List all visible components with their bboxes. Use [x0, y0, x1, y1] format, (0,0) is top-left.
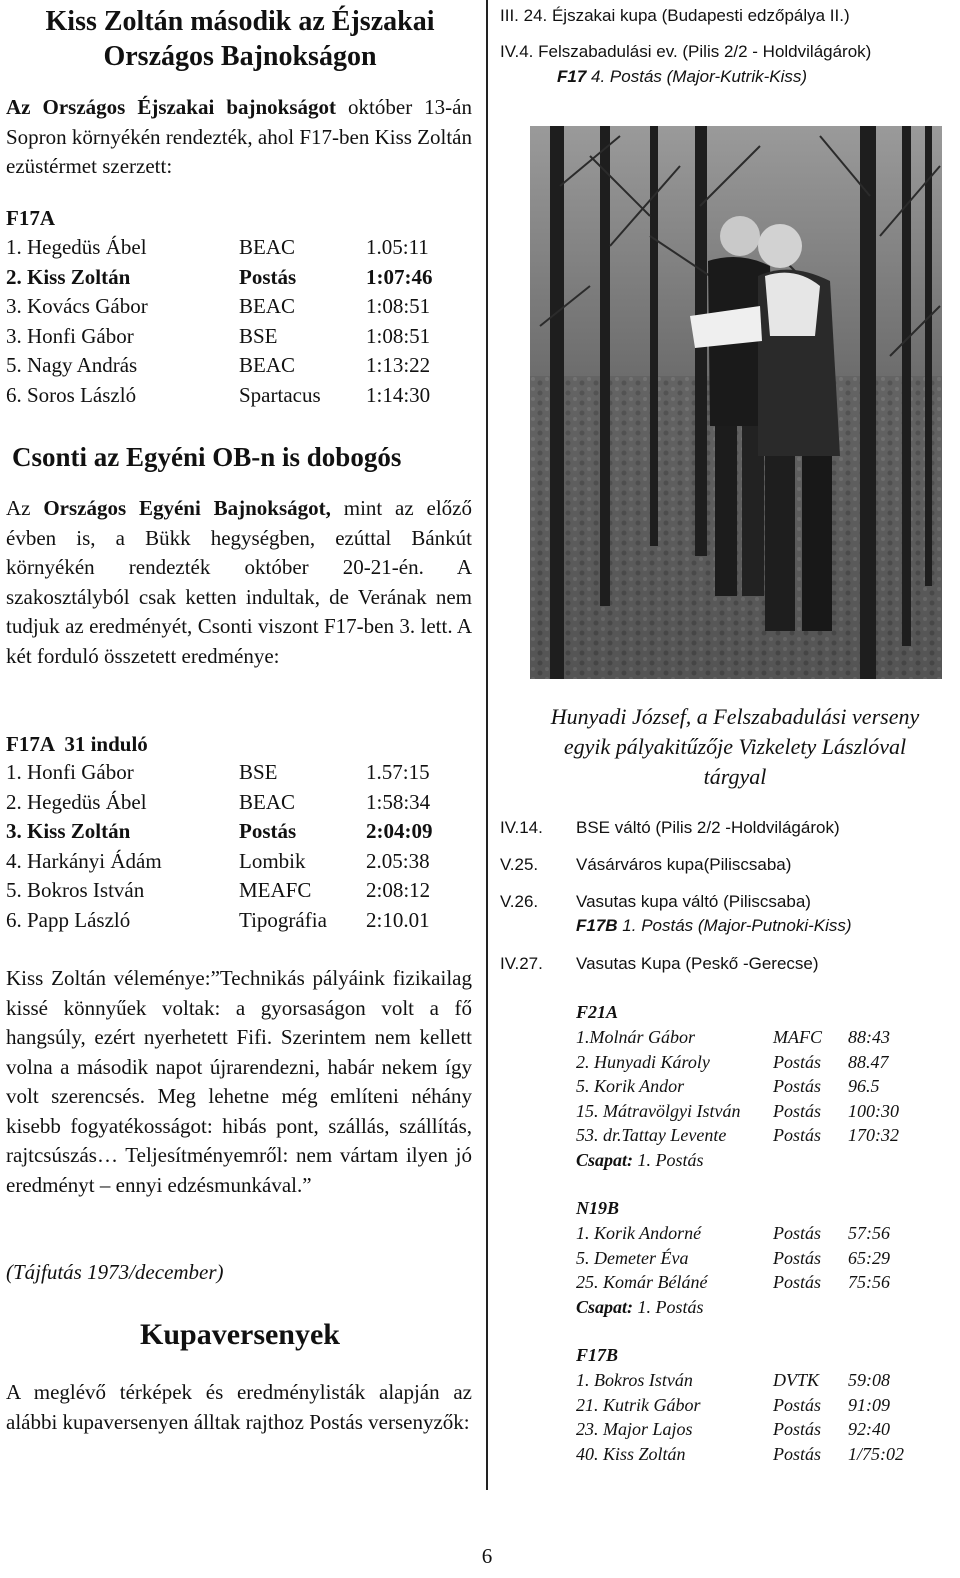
result-row — [6, 324, 476, 354]
result-club: BSE — [239, 760, 278, 784]
cup-result-club: Postás — [773, 1076, 822, 1096]
cup-result-club: Postás — [773, 1394, 822, 1415]
article2-category: F17A 31 induló — [6, 732, 148, 756]
result-row — [6, 383, 476, 413]
article2-title: Csonti az Egyéni OB-n is dobogós — [12, 442, 402, 472]
cup-result-club: Postás — [773, 1223, 822, 1243]
cup-result-club: Postás — [773, 1051, 822, 1072]
result-time: 1.05:11 — [366, 235, 429, 259]
article1-title-line1: Kiss Zoltán második az Éjszakai — [45, 6, 435, 37]
result-time: 1:14:30 — [366, 383, 431, 407]
cup-result-name: 21. Kutrik Gábor — [576, 1394, 701, 1415]
article1-title — [6, 4, 474, 74]
article2-intro — [6, 494, 472, 671]
result-name: 6. Papp László — [6, 908, 131, 932]
article2-intro-rest: mint az előző évben is, a Bükk hegységben, ezúttal Bánkút környékén rendezték október 20-21-én. A szakosztályból csak ketten indultak, de Verának nem tudjuk az eredményét, Csonti viszont F17-ben 3. lett. A két forduló összetett eredménye: — [6, 496, 472, 668]
result-name: 2. Hegedüs Ábel — [6, 789, 147, 814]
event-name: Vasutas kupa váltó (Piliscsaba) — [576, 892, 811, 911]
cup-result-club: Postás — [773, 1125, 822, 1145]
event-line-iii24: III. 24. Éjszakai kupa (Budapesti edzőpálya II.) — [500, 6, 850, 25]
result-row — [6, 790, 476, 820]
cup-result-name: 2. Hunyadi Károly — [576, 1051, 710, 1072]
event-v26-rest: 1. Postás (Major-Putnoki-Kiss) — [617, 916, 852, 935]
result-club: BEAC — [239, 235, 296, 259]
cup-team-value: 1. Postás — [633, 1296, 704, 1317]
result-row — [6, 760, 476, 790]
result-time: 2:04:09 — [366, 819, 433, 844]
photo-caption-line2: egyik pályakitűzője Vizkelety Lászlóval — [563, 734, 907, 759]
cup-result-name: 40. Kiss Zoltán — [576, 1443, 686, 1464]
event-line-iv4: IV.4. Felszabadulási ev. (Pilis 2/2 - Holdvilágárok) — [500, 42, 872, 61]
cup-result-club: Postás — [773, 1100, 822, 1121]
event-date: IV.27. — [500, 954, 543, 973]
cup-result-time: 65:29 — [848, 1247, 890, 1268]
result-row — [6, 353, 476, 383]
result-club: BEAC — [239, 789, 296, 814]
result-club: Lombik — [239, 848, 306, 873]
event-line-iv4-cat: F17 — [557, 67, 587, 86]
event-name: BSE váltó (Pilis 2/2 -Holdvilágárok) — [576, 818, 840, 837]
result-time: 1.57:15 — [366, 760, 430, 784]
article2-intro-start: Az — [6, 496, 44, 520]
cup-result-name: 1.Molnár Gábor — [576, 1027, 696, 1047]
cup-label-n19b: N19B — [576, 1198, 620, 1218]
article1-title-line2: Országos Bajnokságon — [103, 41, 377, 72]
result-time: 2.05:38 — [366, 848, 430, 873]
cup-result-time: 57:56 — [848, 1223, 890, 1243]
result-name: 4. Harkányi Ádám — [6, 848, 162, 873]
result-club: BSE — [239, 323, 278, 348]
cup-result-name: 1. Korik Andorné — [576, 1223, 702, 1243]
article2-intro-bold: Országos Egyéni Bajnokságot, — [43, 496, 331, 520]
cup-result-time: 96.5 — [848, 1076, 880, 1096]
cup-result-time: 59:08 — [848, 1370, 890, 1390]
result-row — [6, 819, 476, 849]
article2-quote: Kiss Zoltán véleménye:”Technikás pályáink fizikailag kissé könnyűek voltak: a gyorsaságon volt a fő hangsúly, ezért nyerhetett Fifi. Szerintem nem kellett volna a második napot újrarendezni, habár nekem így volt szerencsés. Meg lehetne még említeni néhány kisebb fogyatékosságot: hibás pont, szállás, szállítás, rajtcsúszás… Teljesítményemről: nem vártam ilyen jó eredményt – ennyi edzésmunkával.” — [6, 966, 472, 1197]
cup-result-club: Postás — [773, 1272, 822, 1292]
cup-result-name: 25. Komár Béláné — [576, 1272, 708, 1292]
photo-caption-line1: Hunyadi József, a Felszabadulási verseny — [550, 704, 920, 729]
cup-team-label: Csapat: — [576, 1149, 634, 1170]
result-row — [6, 908, 476, 938]
cup-result-name: 15. Mátravölgyi István — [576, 1100, 741, 1121]
article1-intro — [6, 93, 472, 182]
cup-result-time: 88.47 — [848, 1051, 889, 1072]
result-name: 5. Bokros István — [6, 878, 145, 903]
result-name: 1. Hegedüs Ábel — [6, 235, 147, 259]
event-v26-cat: F17B — [576, 916, 618, 935]
article1-intro-rest: október 13-án Sopron környékén rendezték, ahol F17-ben Kiss Zoltán ezüstérmet szerzett: — [6, 95, 472, 178]
result-name: 5. Nagy András — [6, 353, 138, 378]
result-club: Tipográfia — [239, 908, 327, 932]
result-row — [6, 294, 476, 324]
cup-result-name: 23. Major Lajos — [576, 1419, 693, 1439]
cup-result-time: 75:56 — [848, 1272, 890, 1292]
result-name: 3. Honfi Gábor — [6, 323, 134, 348]
cup-result-club: MAFC — [773, 1027, 822, 1047]
cup-result-time: 88:43 — [848, 1027, 890, 1047]
cup-team-label: Csapat: — [576, 1296, 634, 1317]
cup-result-name: 1. Bokros István — [576, 1370, 693, 1390]
cup-result-club: Postás — [773, 1247, 822, 1268]
cup-result-time: 91:09 — [848, 1394, 890, 1415]
article1-category: F17A — [6, 206, 55, 230]
result-row — [6, 265, 476, 295]
result-name: 2. Kiss Zoltán — [6, 264, 131, 289]
event-date: IV.14. — [500, 818, 543, 837]
photo-caption-line3: tárgyal — [703, 764, 767, 789]
result-club: Postás — [239, 819, 297, 844]
cup-result-time: 100:30 — [848, 1100, 899, 1121]
result-row — [6, 878, 476, 908]
cup-result-time: 1/75:02 — [848, 1443, 904, 1464]
event-line-iv4-rest: 4. Postás (Major-Kutrik-Kiss) — [586, 67, 808, 86]
cup-result-time: 170:32 — [848, 1125, 899, 1145]
result-club: BEAC — [239, 353, 296, 378]
event-v26-result — [576, 916, 852, 936]
column-divider — [486, 0, 488, 1490]
result-name: 3. Kiss Zoltán — [6, 819, 131, 844]
page-number: 6 — [481, 1544, 493, 1568]
event-name: Vasutas Kupa (Peskő -Gerecse) — [576, 954, 819, 973]
event-iv14 — [500, 818, 840, 838]
result-club: Postás — [239, 264, 297, 289]
result-time: 1:13:22 — [366, 353, 431, 378]
result-time: 1:08:51 — [366, 323, 431, 348]
event-date: V.25. — [500, 855, 539, 874]
cup-result-name: 53. dr.Tattay Levente — [576, 1125, 727, 1145]
cup-team-value: 1. Postás — [633, 1149, 704, 1170]
article3-title: Kupaversenyek — [139, 1318, 340, 1351]
photo-forest-illustration — [530, 126, 942, 679]
event-v25 — [500, 855, 792, 875]
event-line-iv4-result — [557, 67, 807, 87]
article3-text: A meglévő térképek és eredménylisták alapján az alábbi kupaversenyen álltak rajthoz Postás versenyzők: — [6, 1380, 472, 1434]
event-v26 — [500, 892, 811, 912]
event-name: Vásárváros kupa(Piliscsaba) — [576, 855, 792, 874]
result-club: Spartacus — [239, 383, 321, 407]
result-club: MEAFC — [239, 878, 312, 903]
cup-team-f21a — [576, 1150, 704, 1171]
cup-result-club: Postás — [773, 1419, 822, 1439]
event-iv27 — [500, 954, 819, 974]
result-time: 2:08:12 — [366, 878, 431, 903]
article1-intro-bold: Az Országos Éjszakai bajnokságot — [6, 95, 337, 119]
cup-label-f21a: F21A — [576, 1002, 619, 1022]
cup-result-name: 5. Korik Andor — [576, 1076, 685, 1096]
result-time: 1:58:34 — [366, 789, 431, 814]
result-row — [6, 849, 476, 879]
cup-result-name: 5. Demeter Éva — [576, 1247, 689, 1268]
result-time: 1:08:51 — [366, 294, 431, 319]
result-name: 6. Soros László — [6, 383, 137, 407]
photo-caption — [500, 702, 960, 792]
event-date: V.26. — [500, 892, 539, 911]
result-row — [6, 235, 476, 265]
result-club: BEAC — [239, 294, 296, 319]
cup-result-club: Postás — [773, 1443, 822, 1464]
photo — [530, 126, 942, 679]
article2-source: (Tájfutás 1973/december) — [6, 1260, 224, 1284]
result-name: 3. Kovács Gábor — [6, 294, 148, 319]
result-time: 2:10.01 — [366, 908, 430, 932]
cup-result-time: 92:40 — [848, 1419, 890, 1439]
cup-result-club: DVTK — [773, 1370, 820, 1390]
cup-label-f17b: F17B — [576, 1345, 619, 1365]
result-time: 1:07:46 — [366, 264, 433, 289]
result-name: 1. Honfi Gábor — [6, 760, 134, 784]
cup-team-n19b — [576, 1297, 704, 1318]
